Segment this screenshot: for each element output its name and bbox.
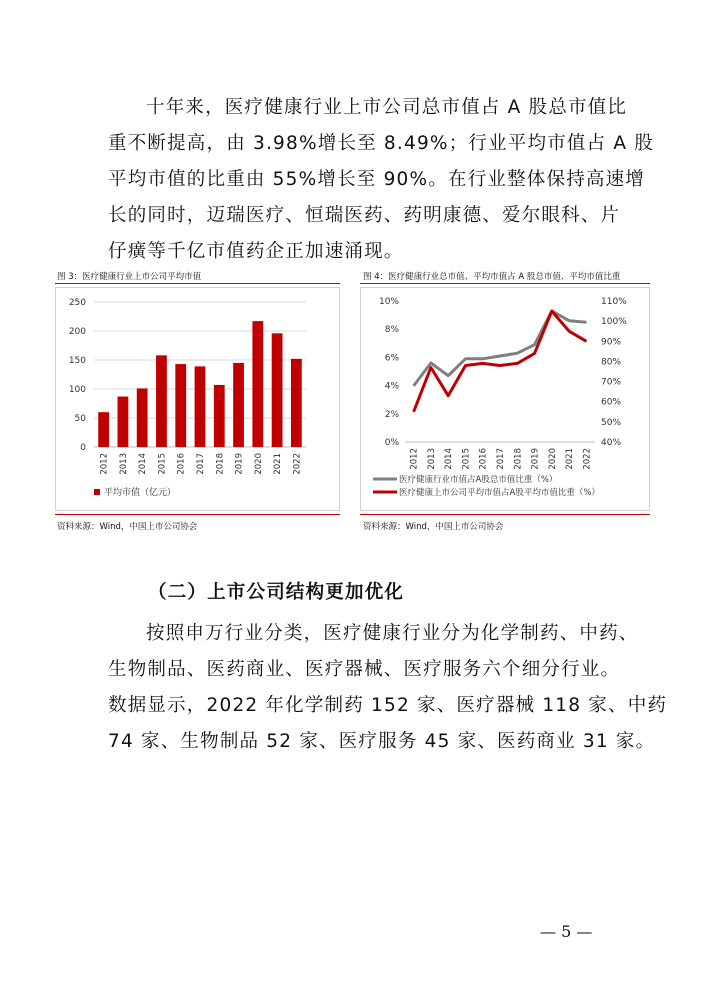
y-left-tick-label: 6%	[384, 353, 399, 364]
figure4-line-chart	[361, 288, 649, 510]
figure3-chart	[55, 287, 340, 511]
y-right-tick-label: 90%	[601, 337, 622, 348]
figure3-top-rule	[55, 283, 340, 284]
legend-swatch	[94, 489, 100, 495]
x-tick-label: 2013	[118, 453, 129, 475]
x-tick-label: 2014	[444, 448, 455, 470]
figure3-source: 资料来源：Wind，中国上市公司协会	[57, 522, 198, 532]
x-tick-label: 2017	[496, 448, 506, 470]
x-tick-label: 2020	[253, 453, 264, 475]
x-tick-label: 2019	[530, 448, 541, 470]
page-number: — 5 —	[540, 922, 593, 941]
legend-label: 医疗健康上市公司平均市值占A股平均市值比重（%）	[399, 488, 600, 498]
bar	[291, 359, 302, 447]
y-right-tick-label: 60%	[601, 397, 622, 408]
section-heading: （二）上市公司结构更加优化	[148, 582, 405, 603]
bar	[156, 355, 167, 447]
paragraph-line: 长的同时，迈瑞医疗、恒瑞医药、药明康德、爱尔眼科、片	[108, 205, 621, 226]
x-tick-label: 2013	[426, 448, 437, 470]
y-right-tick-label: 40%	[601, 438, 622, 448]
bar	[214, 385, 225, 447]
figure4-title: 图 4：医疗健康行业总市值、平均市值占 A 股总市值、平均市值比重	[363, 272, 621, 282]
figure4-top-rule	[360, 283, 650, 284]
y-left-tick-label: 8%	[384, 325, 399, 336]
x-tick-label: 2016	[478, 448, 489, 470]
bar	[272, 333, 283, 447]
paragraph-line: 生物制品、医药商业、医疗器械、医疗服务六个细分行业。	[108, 659, 621, 680]
y-tick-label: 100	[68, 385, 86, 395]
figure3-bar-chart	[56, 288, 339, 510]
x-tick-label: 2016	[176, 453, 187, 475]
x-tick-label: 2012	[409, 448, 420, 470]
y-right-tick-label: 50%	[601, 417, 622, 428]
x-tick-label: 2018	[215, 453, 226, 475]
y-right-tick-label: 100%	[601, 317, 627, 328]
x-tick-label: 2017	[196, 453, 206, 475]
bar	[98, 412, 109, 447]
x-tick-label: 2022	[582, 448, 593, 470]
y-tick-label: 250	[68, 298, 86, 308]
figure4-source: 资料来源：Wind，中国上市公司协会	[363, 522, 504, 532]
y-tick-label: 0	[80, 443, 86, 453]
series-line-average-share	[414, 311, 587, 412]
y-right-tick-label: 80%	[601, 357, 622, 368]
paragraph-line: 十年来，医疗健康行业上市公司总市值占 A 股总市值比	[146, 97, 628, 118]
x-tick-label: 2014	[138, 453, 149, 475]
x-tick-label: 2021	[565, 448, 576, 470]
legend-label: 平均市值（亿元）	[104, 488, 177, 498]
bar	[118, 397, 129, 447]
x-tick-label: 2018	[513, 448, 524, 470]
bar	[252, 321, 263, 447]
paragraph-line: 按照申万行业分类，医疗健康行业分为化学制药、中药、	[146, 623, 639, 644]
paragraph-line: 数据显示，2022 年化学制药 152 家、医疗器械 118 家、中药	[108, 695, 668, 716]
y-left-tick-label: 10%	[378, 297, 399, 307]
x-tick-label: 2019	[234, 453, 245, 475]
y-left-tick-label: 4%	[384, 381, 399, 392]
bar	[195, 366, 206, 447]
figure3-title: 图 3：医疗健康行业上市公司平均市值	[57, 272, 202, 282]
paragraph-line: 仔癀等千亿市值药企正加速涌现。	[108, 241, 404, 262]
paragraph-line: 重不断提高，由 3.98%增长至 8.49%；行业平均市值占 A 股	[108, 133, 655, 154]
paragraph-market-share	[108, 90, 655, 270]
legend-label: 医疗健康行业市值占A股总市值比重（%）	[399, 475, 558, 485]
x-tick-label: 2022	[292, 453, 303, 475]
paragraph-industry-structure	[108, 616, 668, 760]
x-tick-label: 2015	[461, 448, 472, 470]
bar	[137, 388, 148, 447]
x-tick-label: 2021	[273, 453, 284, 475]
paragraph-line: 74 家、生物制品 52 家、医疗服务 45 家、医药商业 31 家。	[108, 731, 656, 752]
figure4-chart	[360, 287, 650, 511]
y-left-tick-label: 2%	[384, 409, 399, 420]
x-tick-label: 2015	[157, 453, 168, 475]
y-tick-label: 50	[74, 414, 86, 424]
y-right-tick-label: 70%	[601, 377, 622, 388]
paragraph-line: 平均市值的比重由 55%增长至 90%。在行业整体保持高速增	[108, 169, 646, 190]
x-tick-label: 2012	[99, 453, 110, 475]
x-tick-label: 2020	[547, 448, 558, 470]
figure4-bottom-rule	[360, 514, 650, 515]
y-tick-label: 150	[68, 356, 86, 366]
bar	[233, 363, 244, 447]
figure3-bottom-rule	[55, 514, 340, 515]
y-left-tick-label: 0%	[384, 438, 399, 448]
y-right-tick-label: 110%	[601, 297, 627, 307]
bar	[175, 364, 186, 447]
y-tick-label: 200	[68, 327, 86, 337]
